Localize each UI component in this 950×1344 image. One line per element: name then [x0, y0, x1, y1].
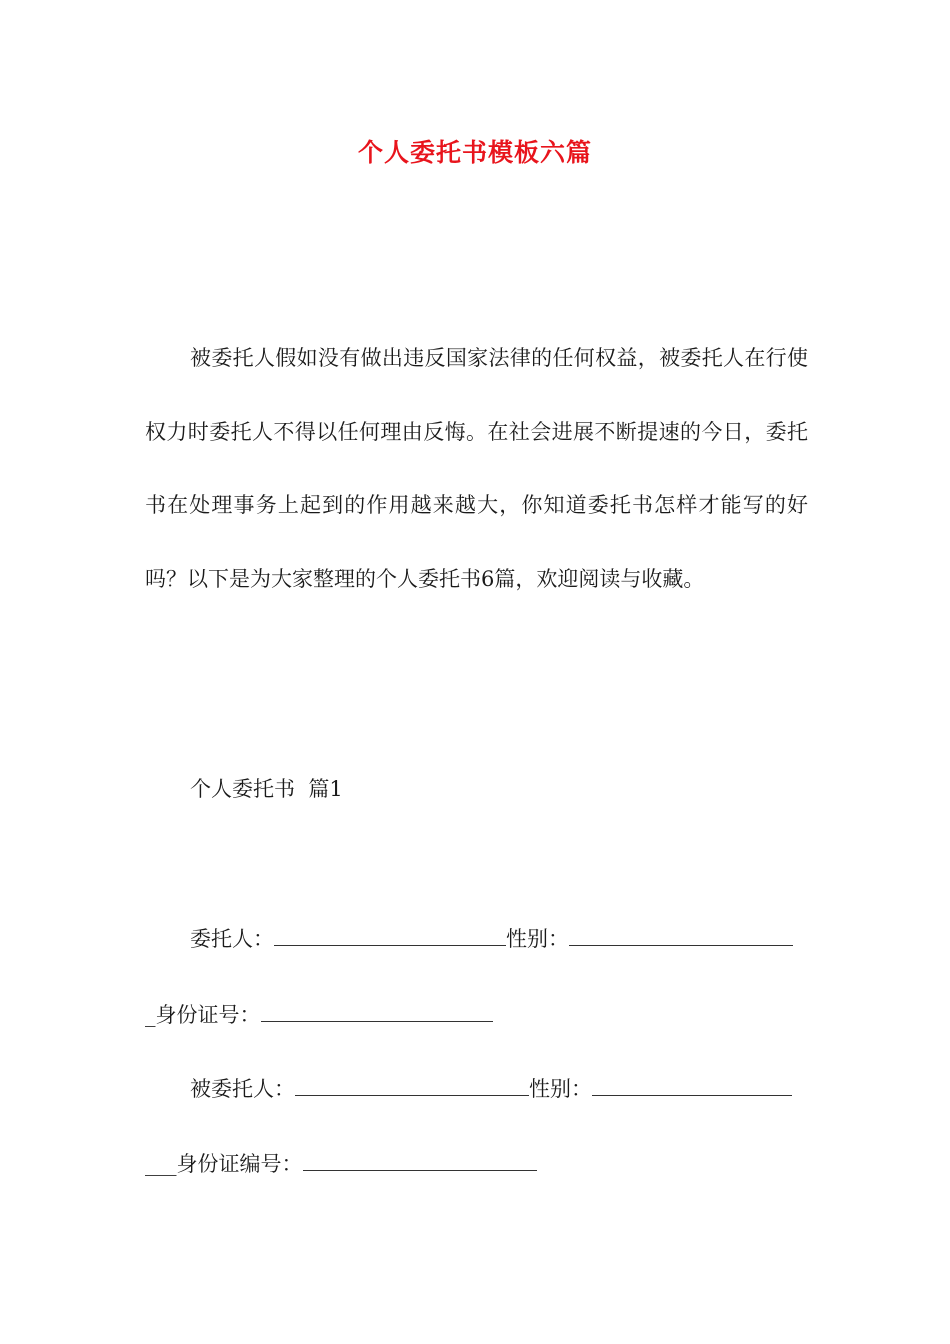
section-heading: 个人委托书 篇1: [190, 777, 343, 801]
agent-id-row: [145, 1145, 537, 1183]
principal-id-blank[interactable]: [261, 997, 493, 1022]
principal-id-row: [145, 996, 493, 1034]
principal-id-prefix: _: [145, 1003, 156, 1027]
principal-name-blank[interactable]: [274, 921, 506, 946]
agent-label: 被委托人：: [190, 1077, 295, 1101]
id-number-label: 身份证号：: [155, 1003, 261, 1027]
agent-gender-label: 性别：: [529, 1077, 592, 1101]
document-title: 个人委托书模板六篇: [357, 138, 592, 167]
gender-label: 性别：: [506, 927, 569, 951]
agent-gender-blank[interactable]: [592, 1071, 792, 1096]
principal-label: 委托人：: [190, 927, 274, 951]
agent-row: [190, 1070, 792, 1108]
agent-id-label: 身份证编号：: [176, 1152, 303, 1176]
intro-paragraph: 被委托人假如没有做出违反国家法律的任何权益，被委托人在行使权力时委托人不得以任何理由反悔。在社会进展不断提速的今日，委托书在处理事务上起到的作用越来越大，你知道委托书怎样才能写的好吗？以下是为大家整理的个人委托书6篇，欢迎阅读与收藏。: [145, 346, 808, 591]
principal-gender-blank[interactable]: [569, 921, 793, 946]
agent-name-blank[interactable]: [295, 1071, 529, 1096]
agent-id-blank[interactable]: [303, 1146, 537, 1171]
agent-id-prefix: ___: [145, 1152, 177, 1176]
principal-row: [190, 920, 793, 958]
